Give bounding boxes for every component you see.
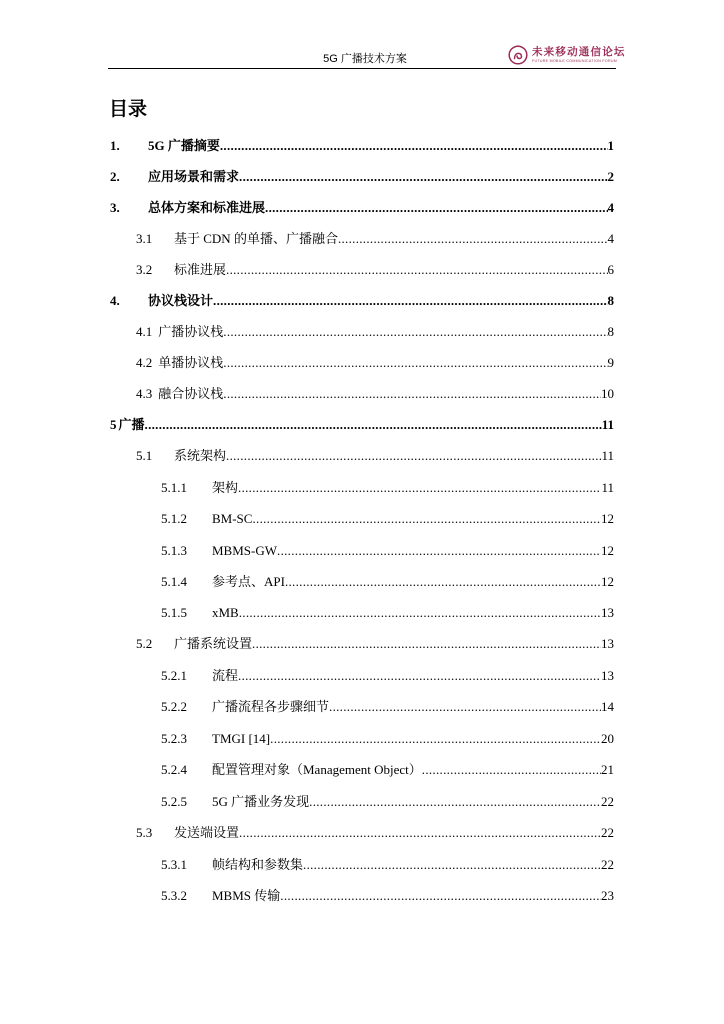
toc-leader [270, 730, 601, 748]
header-rule [108, 68, 616, 69]
toc-entry-page: 22 [601, 825, 614, 840]
toc-leader [220, 137, 608, 155]
toc-entry-title: 帧结构和参数集 [212, 857, 304, 872]
toc-entry-page: 4 [607, 231, 614, 246]
logo-en-text: FUTURE MOBILE COMMUNICATION FORUM [532, 58, 618, 63]
toc-entry-page: 11 [601, 448, 614, 463]
toc-entry-4-2[interactable] [136, 354, 614, 372]
toc-entry-5-1-1[interactable] [161, 479, 614, 497]
toc-entry-number: 5.3.1 [161, 857, 187, 872]
toc-entry-page: 8 [607, 324, 614, 339]
toc-entry-5-1-4[interactable] [161, 573, 614, 591]
toc-entry-number: 5.2.2 [161, 699, 187, 714]
toc-leader [239, 824, 601, 842]
toc-entry-page: 23 [601, 888, 614, 903]
toc-entry-page: 13 [601, 636, 614, 651]
toc-entry-page: 10 [601, 386, 614, 401]
toc-leader [280, 887, 601, 905]
toc-entry-title: 5G 广播摘要 [148, 138, 220, 153]
toc-leader [223, 354, 607, 372]
toc-entry-5-2-4[interactable] [161, 761, 614, 779]
toc-entry-4-3[interactable] [136, 385, 614, 403]
toc-entry-1[interactable] [110, 137, 614, 155]
toc-entry-number: 5.3 [136, 825, 153, 840]
toc-leader [338, 230, 608, 248]
toc-entry-number: 4.1 [136, 324, 153, 339]
toc-entry-5-2-1[interactable] [161, 667, 614, 685]
toc-entry-number: 4. [110, 293, 120, 308]
toc-entry-5-1-3[interactable] [161, 542, 614, 560]
toc-leader [309, 793, 601, 811]
toc-entry-title: MBMS 传输 [212, 888, 281, 903]
toc-leader [238, 667, 601, 685]
toc-entry-title: 协议栈设计 [148, 293, 214, 308]
toc-entry-number: 1. [110, 138, 120, 153]
toc-entry-title: 发送端设置 [174, 825, 240, 840]
toc-entry-number: 5.1.5 [161, 605, 187, 620]
toc-entry-number: 2. [110, 169, 120, 184]
toc-entry-number: 5.1 [136, 448, 153, 463]
toc-entry-5-3-2[interactable] [161, 887, 614, 905]
toc-entry-number: 5.1.3 [161, 543, 187, 558]
toc-entry-number: 4.2 [136, 355, 153, 370]
toc-leader [226, 447, 601, 465]
toc-entry-number: 5.2.5 [161, 794, 187, 809]
toc-entry-5-2-2[interactable] [161, 698, 614, 716]
toc-entry-4[interactable] [110, 292, 614, 310]
toc-entry-page: 12 [601, 543, 614, 558]
toc-entry-page: 13 [601, 668, 614, 683]
toc-leader [145, 416, 602, 434]
toc-leader [265, 199, 607, 217]
toc-entry-3[interactable] [110, 199, 614, 217]
toc-entry-number: 4.3 [136, 386, 153, 401]
toc-entry-number: 5.2.3 [161, 731, 187, 746]
toc-entry-page: 8 [607, 293, 614, 308]
toc-entry-page: 12 [601, 511, 614, 526]
toc-entry-3-2[interactable] [136, 261, 614, 279]
toc-entry-title: MBMS-GW [212, 543, 278, 558]
toc-entry-5-2[interactable] [136, 635, 614, 653]
toc-leader [223, 323, 607, 341]
toc-entry-title: 系统架构 [174, 448, 227, 463]
toc-entry-title: 基于 CDN 的单播、广播融合 [174, 231, 338, 246]
toc-entry-page: 11 [601, 417, 614, 432]
toc-entry-page: 13 [601, 605, 614, 620]
toc-entry-title: 5G 广播业务发现 [212, 794, 310, 809]
toc-entry-5-2-3[interactable] [161, 730, 614, 748]
toc-entry-page: 6 [607, 262, 614, 277]
toc-entry-number: 5.3.2 [161, 888, 187, 903]
toc-entry-2[interactable] [110, 168, 614, 186]
toc-leader [329, 698, 601, 716]
toc-entry-number: 3.2 [136, 262, 153, 277]
toc-entry-5-3[interactable] [136, 824, 614, 842]
toc-entry-number: 3. [110, 200, 120, 215]
toc-entry-4-1[interactable] [136, 323, 614, 341]
toc-entry-title: 融合协议栈 [158, 386, 224, 401]
toc-entry-5-1-2[interactable] [161, 510, 614, 528]
toc-entry-title: 参考点、API [212, 574, 285, 589]
toc-entry-title: xMB [212, 605, 239, 620]
toc-entry-3-1[interactable] [136, 230, 614, 248]
toc-entry-5[interactable] [110, 416, 614, 434]
toc-entry-5-1-5[interactable] [161, 604, 614, 622]
toc-entry-page: 4 [607, 200, 614, 215]
toc-entry-title: 广播流程各步骤细节 [212, 699, 330, 714]
toc-entry-title: 广播系统设置 [174, 636, 253, 651]
toc-entry-title: 配置管理对象（Management Object） [212, 762, 422, 777]
toc-entry-page: 9 [607, 355, 614, 370]
toc-entry-number: 5.1.2 [161, 511, 187, 526]
toc-entry-page: 21 [601, 762, 614, 777]
toc-leader [239, 604, 601, 622]
toc-leader [239, 168, 607, 186]
toc-entry-title: 广播协议栈 [158, 324, 224, 339]
toc-entry-page: 11 [601, 480, 614, 495]
logo-cn-text: 未来移动通信论坛 [532, 46, 626, 58]
toc-leader [252, 635, 601, 653]
toc-leader [226, 261, 607, 279]
toc-entry-title: 流程 [212, 668, 239, 683]
toc-entry-5-2-5[interactable] [161, 793, 614, 811]
toc-entry-title: 总体方案和标准进展 [148, 200, 266, 215]
toc-leader [238, 479, 601, 497]
toc-entry-number: 5.1.1 [161, 480, 187, 495]
toc-leader [277, 542, 601, 560]
toc-entry-title: 应用场景和需求 [148, 169, 240, 184]
toc-entry-page: 22 [601, 857, 614, 872]
toc-entry-number: 5.2 [136, 636, 153, 651]
toc-entry-title: BM-SC [212, 511, 253, 526]
toc-entry-number: 5 [110, 417, 117, 432]
toc-entry-number: 5.2.1 [161, 668, 187, 683]
toc-entry-page: 2 [607, 169, 614, 184]
toc-entry-page: 22 [601, 794, 614, 809]
toc-leader [285, 573, 601, 591]
toc-leader [252, 510, 601, 528]
toc-leader [422, 761, 601, 779]
page-header-title: 5G 广播技术方案 [323, 53, 407, 65]
toc-entry-title: 单播协议栈 [158, 355, 224, 370]
toc-leader [223, 385, 601, 403]
toc-entry-title: TMGI [14] [212, 731, 271, 746]
toc-entry-title: 标准进展 [174, 262, 227, 277]
toc-title: 目录 [109, 98, 148, 120]
toc-entry-page: 12 [601, 574, 614, 589]
forum-logo-icon [508, 45, 528, 65]
toc-entry-number: 5.2.4 [161, 762, 187, 777]
toc-entry-number: 3.1 [136, 231, 153, 246]
toc-entry-page: 1 [607, 138, 614, 153]
toc-entry-5-3-1[interactable] [161, 856, 614, 874]
toc-entry-title: 广播 [118, 417, 145, 432]
toc-entry-5-1[interactable] [136, 447, 614, 465]
toc-entry-page: 20 [601, 731, 614, 746]
toc-leader [213, 292, 607, 310]
toc-entry-title: 架构 [212, 480, 239, 495]
forum-logo [508, 44, 626, 66]
toc-entry-number: 5.1.4 [161, 574, 187, 589]
toc-entry-page: 14 [601, 699, 614, 714]
toc-leader [303, 856, 601, 874]
